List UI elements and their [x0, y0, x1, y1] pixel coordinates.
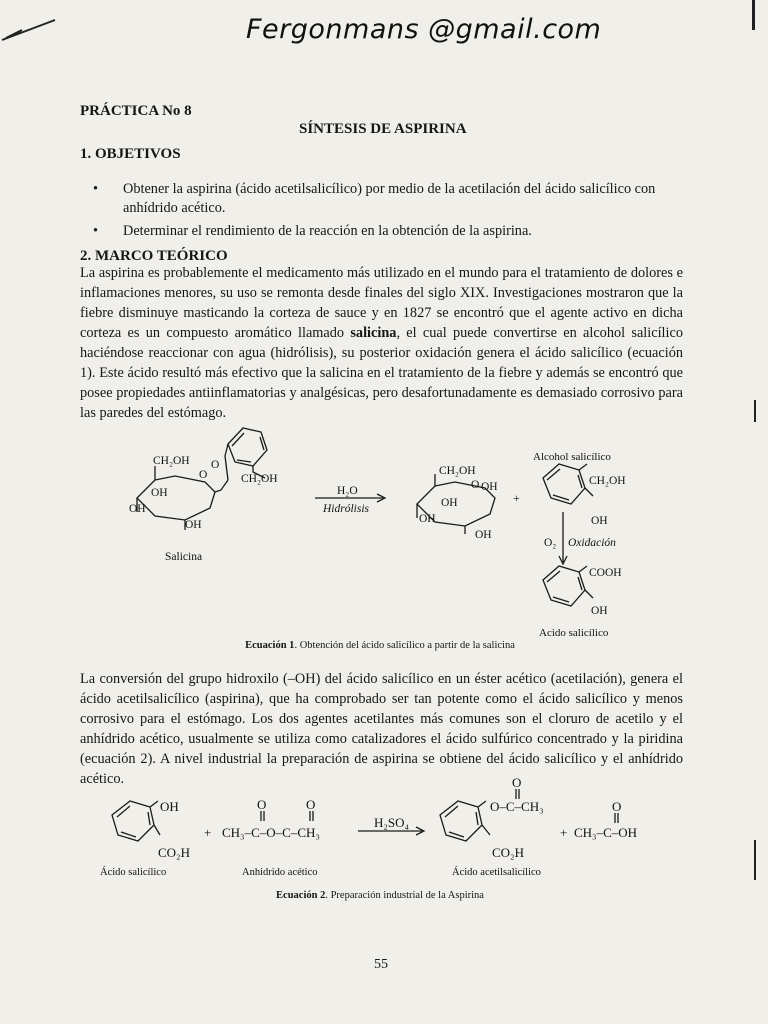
glucose-ring-o: O: [471, 479, 480, 491]
acid-cooh: COOH: [589, 567, 622, 579]
plus-sign-1: +: [204, 825, 212, 840]
salicina-oh-3: OH: [185, 519, 202, 531]
section1-heading: 1. OBJETIVOS: [80, 146, 181, 162]
p1-text-b: , el cual puede convertirse en alcohol salicílico haciéndose reaccionar con agua (hidrólisis), su posterior oxidación genera el ácido salicílico (ecuación 1). Este ácido resultó más efectivo que la salicina en el tratamiento de la fiebre y además se encontró que posee propiedades antiinflamatorias y analgésicas, pero desafortunadamente es demasiado corrosivo para las paredes del estómago.: [80, 325, 683, 421]
acetic-o: O: [612, 799, 622, 814]
plus-sign-2: +: [560, 825, 568, 840]
glucose-oh-2: OH: [441, 497, 458, 509]
p2-text: La conversión del grupo hidroxilo (–OH) del ácido salicílico en un éster acético (acetilación), genera el ácido acetilsalicílico (aspirina), que ha comprobado ser tan potente como el ácido salicílico y menos corrosivo para el estómago. Los dos agentes acetilantes más comunes son el cloruro de acetilo y el anhídrido acético, usualmente se utiliza como catalizadores el ácido sulfúrico concentrado y la piridina (ecuación 2). A nivel industrial la preparación de aspirina se obtiene del ácido salicílico y el anhídrido acético.: [80, 671, 683, 787]
catalyst: H₂SO₄: [374, 815, 410, 830]
label-salicina: Salicina: [165, 551, 203, 563]
anhydride-o-2: O: [306, 797, 316, 812]
equation-2-diagram: [100, 775, 690, 880]
scan-edge-right: [752, 0, 755, 30]
salicina-glycosidic-o: O: [211, 459, 220, 471]
salicina-term: salicina: [350, 325, 397, 341]
paragraph-2: [80, 669, 683, 789]
oxidation-label: Oxidación: [568, 537, 616, 549]
aspirin-co2h: CO₂H: [492, 845, 524, 860]
caption-1-bold: Ecuación 1: [245, 640, 295, 651]
bullet-icon: •: [93, 223, 99, 239]
caption-2-rest: . Preparación industrial de la Aspirina: [325, 890, 484, 901]
label-anhidrido: Anhidrido acético: [242, 867, 318, 878]
p1-text-a: La aspirina es probablemente el medicamento más utilizado en el mundo para el tratamiento de dolores e inflamaciones menores, su uso se remonta desde finales del siglo XIX. Investigaciones mostraron que la fiebre disminuye masticando la corteza de sauce y en 1827 se encontró que el agente activo en dicha corteza es un compuesto aromático llamado: [80, 265, 683, 341]
bullet-text: Obtener la aspirina (ácido acetilsalicílico) por medio de la acetilación del ácido salicílico con anhídrido acético.: [123, 181, 656, 216]
equation-1-diagram: [115, 420, 655, 642]
list-item: [93, 222, 683, 241]
equation-1-caption: [150, 640, 610, 651]
hydrolysis-label: Hidrólisis: [323, 503, 370, 515]
anhydride-o-1: O: [257, 797, 267, 812]
acetic-formula: CH₃–C–OH: [574, 825, 638, 840]
salicina-ch2oh: CH₂OH: [153, 455, 190, 467]
glucose-oh-1: OH: [481, 481, 498, 493]
acid-oh: OH: [591, 605, 608, 617]
scan-edge-right-mark2: [754, 840, 756, 880]
glucose-oh-4: OH: [475, 529, 492, 541]
alcohol-oh: OH: [591, 515, 608, 527]
objectives-list: [93, 180, 683, 245]
scan-edge-right-mark: [754, 400, 756, 422]
paragraph-1: [80, 263, 683, 423]
ester-group: O–C–CH₃: [490, 799, 544, 814]
bullet-icon: •: [93, 181, 99, 197]
salicina-aryl-ch2oh: CH₂OH: [241, 473, 278, 485]
anhydride-formula: CH₃–C–O–C–CH₃: [222, 825, 320, 840]
salicylic-oh: OH: [160, 799, 179, 814]
plus-sign: +: [513, 491, 520, 505]
caption-1-rest: . Obtención del ácido salicílico a partir de la salicina: [294, 640, 515, 651]
label-acido-acetilsalicilico: Ácido acetilsalicílico: [452, 867, 541, 878]
list-item: [93, 180, 683, 218]
caption-2-bold: Ecuación 2: [276, 890, 326, 901]
bullet-text: Determinar el rendimiento de la reacción en la obtención de la aspirina.: [123, 223, 532, 239]
hydrolysis-reagent: H₂O: [337, 485, 358, 497]
oxidation-reagent: O₂: [544, 537, 557, 549]
label-alcohol-salicilico: Alcohol salicílico: [533, 451, 611, 463]
salicina-oh-2: OH: [129, 503, 146, 515]
section2-heading: 2. MARCO TEÓRICO: [80, 248, 228, 264]
ester-o: O: [512, 775, 522, 790]
alcohol-ch2oh: CH₂OH: [589, 475, 626, 487]
salicylic-co2h: CO₂H: [158, 845, 190, 860]
salicina-ring-o: O: [199, 469, 208, 481]
practice-label: PRÁCTICA No 8: [80, 103, 192, 119]
page-title: SÍNTESIS DE ASPIRINA: [299, 121, 467, 137]
pen-mark-top-left: [0, 8, 60, 44]
glucose-ch2oh: CH₂OH: [439, 465, 476, 477]
salicina-oh-1: OH: [151, 487, 168, 499]
page-number: 55: [374, 957, 388, 972]
equation-2-caption: [200, 890, 560, 901]
handwritten-email: Fergonmans @gmail.com: [246, 14, 602, 45]
glucose-oh-3: OH: [419, 513, 436, 525]
label-acido-salicilico: Acido salicílico: [539, 627, 609, 639]
label-acido-salicilico-2: Ácido salicílico: [100, 867, 167, 878]
